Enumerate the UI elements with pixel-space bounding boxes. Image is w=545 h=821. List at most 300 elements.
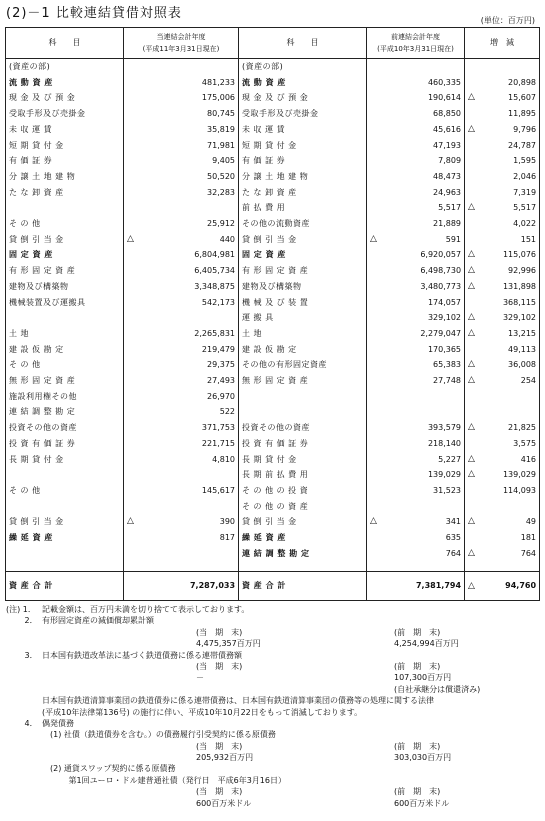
- change-negative-mark: [465, 530, 477, 546]
- prior-negative-mark: [367, 546, 379, 562]
- change-value: 329,102: [477, 310, 540, 326]
- change-value: 24,787: [477, 138, 540, 154]
- prior-item-label: 無 形 固 定 資 産: [239, 373, 367, 389]
- change-negative-mark: △: [465, 326, 477, 342]
- spacer-cell: [367, 562, 379, 572]
- prior-item-label: 貸 倒 引 当 金: [239, 232, 367, 248]
- prior-value: 5,227: [379, 452, 465, 468]
- current-item-label: そ の 他: [6, 216, 124, 232]
- note-line: [6, 729, 542, 740]
- current-value: 390: [136, 514, 239, 530]
- spacer-cell: [465, 562, 477, 572]
- current-value: 481,233: [136, 75, 239, 91]
- prior-item-label: 機 械 及 び 装 置: [239, 295, 367, 311]
- prior-item-label: 分 譲 土 地 建 物: [239, 169, 367, 185]
- prior-item-label: 長 期 前 払 費 用: [239, 467, 367, 483]
- current-item-label: 現 金 及 び 預 金: [6, 90, 124, 106]
- table-header: [6, 28, 540, 59]
- prior-value: 5,517: [379, 200, 465, 216]
- prior-item-label: [239, 404, 367, 420]
- change-negative-mark: △: [465, 373, 477, 389]
- prior-value: 6,920,057: [379, 247, 465, 263]
- prior-value: 24,963: [379, 185, 465, 201]
- prior-value: 3,480,773: [379, 279, 465, 295]
- current-negative-mark: [124, 75, 136, 91]
- current-item-label: そ の 他: [6, 483, 124, 499]
- table-row: [6, 357, 540, 373]
- current-value: 6,804,981: [136, 247, 239, 263]
- prior-negative-mark: [367, 138, 379, 154]
- current-item-label: 固 定 資 産: [6, 247, 124, 263]
- current-item-label: 投 資 有 価 証 券: [6, 436, 124, 452]
- prior-negative-mark: [367, 295, 379, 311]
- change-negative-mark: △: [465, 263, 477, 279]
- change-negative-mark: △: [465, 247, 477, 263]
- prior-value: 48,473: [379, 169, 465, 185]
- note-current-value: (当 期 末): [196, 661, 243, 671]
- prior-negative-mark: [367, 90, 379, 106]
- current-negative-mark: [124, 326, 136, 342]
- total-change-mark: △: [465, 571, 477, 600]
- change-value: 49: [477, 514, 540, 530]
- spacer-cell: [124, 562, 136, 572]
- current-negative-mark: [124, 436, 136, 452]
- note-prior-value: 600百万米ドル: [394, 798, 450, 808]
- change-negative-mark: △: [465, 514, 477, 530]
- table-row: [6, 389, 540, 405]
- footnotes: [6, 604, 542, 809]
- prior-negative-mark: [367, 373, 379, 389]
- prior-item-label: 受取手形及び売掛金: [239, 106, 367, 122]
- note-text: (平成10年法律第136号) の施行に伴い、平成10年10月22日をもって消滅しております。: [42, 707, 363, 717]
- prior-item-label: 土 地: [239, 326, 367, 342]
- change-value: 368,115: [477, 295, 540, 311]
- change-negative-mark: [465, 483, 477, 499]
- change-negative-mark: △: [465, 357, 477, 373]
- header-change: 増 減: [465, 28, 540, 59]
- prior-value: 68,850: [379, 106, 465, 122]
- current-negative-mark: [124, 499, 136, 515]
- spacer-cell: [379, 562, 465, 572]
- table-row: [6, 546, 540, 562]
- note-prior-value: (前 期 末): [394, 741, 441, 751]
- prior-negative-mark: [367, 389, 379, 405]
- change-negative-mark: △: [465, 452, 477, 468]
- current-item-label: 繰 延 資 産: [6, 530, 124, 546]
- current-value: 80,745: [136, 106, 239, 122]
- current-item-label: 貸 倒 引 当 金: [6, 514, 124, 530]
- prior-value: 460,335: [379, 75, 465, 91]
- table-body: [6, 59, 540, 601]
- current-item-label: [6, 467, 124, 483]
- total-row: [6, 571, 540, 600]
- current-negative-mark: [124, 247, 136, 263]
- prior-negative-mark: [367, 436, 379, 452]
- current-item-label: た な 卸 資 産: [6, 185, 124, 201]
- current-negative-mark: △: [124, 232, 136, 248]
- current-item-label: 機械装置及び運搬具: [6, 295, 124, 311]
- table-row: [6, 75, 540, 91]
- current-value: 71,981: [136, 138, 239, 154]
- current-value: 175,006: [136, 90, 239, 106]
- current-item-label: 有 形 固 定 資 産: [6, 263, 124, 279]
- note-current-value: 600百万米ドル: [196, 798, 252, 808]
- prior-item-label: [239, 389, 367, 405]
- prior-value: 27,748: [379, 373, 465, 389]
- prior-negative-mark: [367, 75, 379, 91]
- current-value: 2,265,831: [136, 326, 239, 342]
- current-item-label: 投資その他の資産: [6, 420, 124, 436]
- prior-item-label: 投 資 有 価 証 券: [239, 436, 367, 452]
- change-negative-mark: [465, 153, 477, 169]
- prior-negative-mark: [367, 342, 379, 358]
- current-item-label: 土 地: [6, 326, 124, 342]
- table-row: [6, 295, 540, 311]
- prior-value: 218,140: [379, 436, 465, 452]
- prior-item-label: 短 期 貸 付 金: [239, 138, 367, 154]
- change-value: 5,517: [477, 200, 540, 216]
- current-value: [136, 499, 239, 515]
- current-negative-mark: [124, 342, 136, 358]
- prior-value: [379, 59, 465, 75]
- prior-item-label: た な 卸 資 産: [239, 185, 367, 201]
- current-value: [136, 467, 239, 483]
- prior-value: 139,029: [379, 467, 465, 483]
- table-row: [6, 185, 540, 201]
- prior-item-label: 未 収 運 賃: [239, 122, 367, 138]
- spacer-row: [6, 562, 540, 572]
- change-value: 9,796: [477, 122, 540, 138]
- current-value: 26,970: [136, 389, 239, 405]
- change-value: 11,895: [477, 106, 540, 122]
- note-number: (注) 1．: [6, 605, 36, 614]
- change-negative-mark: △: [465, 420, 477, 436]
- prior-item-label: 建物及び構築物: [239, 279, 367, 295]
- prior-value: 393,579: [379, 420, 465, 436]
- prior-item-label: そ の 他 の 資 産: [239, 499, 367, 515]
- table-row: [6, 467, 540, 483]
- note-prior-value: (前 期 末): [394, 627, 441, 637]
- current-value: 29,375: [136, 357, 239, 373]
- change-negative-mark: [465, 295, 477, 311]
- current-value: 3,348,875: [136, 279, 239, 295]
- note-current-value: (当 期 末): [196, 627, 243, 637]
- prior-negative-mark: [367, 452, 379, 468]
- prior-item-label: 有 価 証 券: [239, 153, 367, 169]
- table-row: [6, 483, 540, 499]
- current-negative-mark: [124, 389, 136, 405]
- prior-item-label: 運 搬 具: [239, 310, 367, 326]
- change-value: 764: [477, 546, 540, 562]
- prior-item-label: 投資その他の資産: [239, 420, 367, 436]
- change-negative-mark: △: [465, 90, 477, 106]
- table-row: [6, 169, 540, 185]
- current-negative-mark: [124, 530, 136, 546]
- change-value: 36,008: [477, 357, 540, 373]
- current-value: 440: [136, 232, 239, 248]
- table-row: [6, 216, 540, 232]
- note-line: [6, 615, 542, 626]
- table-row: [6, 200, 540, 216]
- current-value: 371,753: [136, 420, 239, 436]
- change-negative-mark: [465, 59, 477, 75]
- note-prior-value: (自社承継分は償還済み): [394, 684, 481, 694]
- change-value: 49,113: [477, 342, 540, 358]
- prior-value: [379, 404, 465, 420]
- note-line: [6, 638, 542, 649]
- current-item-label: 未 収 運 賃: [6, 122, 124, 138]
- current-item-label: 分 譲 土 地 建 物: [6, 169, 124, 185]
- prior-value: 47,193: [379, 138, 465, 154]
- note-line: [6, 763, 542, 774]
- current-value: 27,493: [136, 373, 239, 389]
- prior-value: 341: [379, 514, 465, 530]
- current-negative-mark: [124, 169, 136, 185]
- prior-negative-mark: [367, 247, 379, 263]
- prior-item-label: その他の流動資産: [239, 216, 367, 232]
- change-value: 3,575: [477, 436, 540, 452]
- change-value: 4,022: [477, 216, 540, 232]
- note-line: [6, 718, 542, 729]
- current-item-label: 有 価 証 券: [6, 153, 124, 169]
- change-value: [477, 499, 540, 515]
- change-value: 115,076: [477, 247, 540, 263]
- note-current-value: 205,932百万円: [196, 753, 254, 763]
- note-text: 偶発債務: [42, 718, 74, 728]
- prior-negative-mark: [367, 216, 379, 232]
- total-prior-mark: [367, 571, 379, 600]
- header-prior-date: (平成10年3月31日現在): [377, 45, 454, 53]
- prior-negative-mark: [367, 200, 379, 216]
- change-negative-mark: [465, 169, 477, 185]
- note-line: [6, 604, 542, 615]
- note-number: 2．: [6, 616, 38, 626]
- prior-value: 31,523: [379, 483, 465, 499]
- change-negative-mark: [465, 106, 477, 122]
- note-line: [6, 741, 542, 752]
- current-item-label: 受取手形及び売掛金: [6, 106, 124, 122]
- note-line: [6, 798, 542, 809]
- page-title: (2)－1 比較連結貸借対照表: [6, 6, 182, 21]
- current-negative-mark: [124, 546, 136, 562]
- note-line: [6, 707, 542, 718]
- change-negative-mark: [465, 185, 477, 201]
- current-item-label: (資産の部): [6, 59, 124, 75]
- prior-item-label: 長 期 貸 付 金: [239, 452, 367, 468]
- current-negative-mark: [124, 420, 136, 436]
- change-value: 7,319: [477, 185, 540, 201]
- note-text: (2) 通貨スワップ契約に係る原債務: [42, 764, 176, 774]
- note-line: [6, 627, 542, 638]
- note-prior-value: 4,254,994百万円: [394, 639, 459, 649]
- change-negative-mark: [465, 436, 477, 452]
- current-item-label: 短 期 貸 付 金: [6, 138, 124, 154]
- note-prior-value: 303,030百万円: [394, 753, 452, 763]
- prior-value: 190,614: [379, 90, 465, 106]
- spacer-cell: [239, 562, 367, 572]
- current-negative-mark: [124, 467, 136, 483]
- change-value: 114,093: [477, 483, 540, 499]
- balance-sheet-table: [5, 27, 540, 601]
- prior-negative-mark: [367, 169, 379, 185]
- current-value: 219,479: [136, 342, 239, 358]
- current-negative-mark: [124, 357, 136, 373]
- total-current-mark: [124, 571, 136, 600]
- prior-item-label: 連 結 調 整 勘 定: [239, 546, 367, 562]
- header-current-period: [124, 28, 239, 59]
- prior-negative-mark: [367, 326, 379, 342]
- change-value: 92,996: [477, 263, 540, 279]
- note-line: [6, 695, 542, 706]
- note-text: 日本国有鉄道改革法に基づく鉄道債務に係る連帯債務額: [42, 650, 242, 660]
- current-value: 6,405,734: [136, 263, 239, 279]
- table-row: [6, 263, 540, 279]
- current-value: 35,819: [136, 122, 239, 138]
- change-value: 21,825: [477, 420, 540, 436]
- change-value: 1,595: [477, 153, 540, 169]
- note-text: 第1回ユーロ・ドル建普通社債（発行日 平成6年3月16日）: [42, 775, 286, 785]
- prior-negative-mark: [367, 467, 379, 483]
- current-item-label: [6, 546, 124, 562]
- change-negative-mark: △: [465, 310, 477, 326]
- total-current-value: 7,287,033: [136, 571, 239, 600]
- current-negative-mark: [124, 483, 136, 499]
- change-value: 151: [477, 232, 540, 248]
- total-prior-value: 7,381,794: [379, 571, 465, 600]
- change-negative-mark: [465, 216, 477, 232]
- change-value: [477, 404, 540, 420]
- table-row: [6, 530, 540, 546]
- note-line: [6, 752, 542, 763]
- table-row: [6, 342, 540, 358]
- current-value: 9,405: [136, 153, 239, 169]
- table-row: [6, 138, 540, 154]
- current-negative-mark: [124, 310, 136, 326]
- current-item-label: 流 動 資 産: [6, 75, 124, 91]
- current-negative-mark: [124, 263, 136, 279]
- table-row: [6, 59, 540, 75]
- table-row: [6, 90, 540, 106]
- prior-negative-mark: [367, 59, 379, 75]
- current-item-label: 連 結 調 整 勘 定: [6, 404, 124, 420]
- header-current-label: 当連結会計年度: [156, 33, 206, 41]
- prior-item-label: (資産の部): [239, 59, 367, 75]
- header-item-current: 科 目: [6, 28, 124, 59]
- current-negative-mark: [124, 122, 136, 138]
- current-value: 817: [136, 530, 239, 546]
- prior-negative-mark: [367, 122, 379, 138]
- prior-item-label: 固 定 資 産: [239, 247, 367, 263]
- prior-item-label: 現 金 及 び 預 金: [239, 90, 367, 106]
- note-line: [6, 650, 542, 661]
- prior-negative-mark: △: [367, 232, 379, 248]
- prior-item-label: 有 形 固 定 資 産: [239, 263, 367, 279]
- prior-negative-mark: [367, 263, 379, 279]
- table-row: [6, 122, 540, 138]
- prior-value: 45,616: [379, 122, 465, 138]
- table-row: [6, 153, 540, 169]
- current-value: [136, 310, 239, 326]
- table-row: [6, 310, 540, 326]
- change-negative-mark: [465, 232, 477, 248]
- current-negative-mark: [124, 373, 136, 389]
- change-negative-mark: △: [465, 546, 477, 562]
- change-negative-mark: △: [465, 200, 477, 216]
- total-current-label: 資 産 合 計: [6, 571, 124, 600]
- current-negative-mark: [124, 200, 136, 216]
- prior-value: [379, 499, 465, 515]
- total-prior-label: 資 産 合 計: [239, 571, 367, 600]
- current-item-label: [6, 310, 124, 326]
- current-negative-mark: [124, 279, 136, 295]
- current-value: 522: [136, 404, 239, 420]
- current-item-label: 建 設 仮 勘 定: [6, 342, 124, 358]
- prior-negative-mark: [367, 483, 379, 499]
- change-negative-mark: △: [465, 467, 477, 483]
- current-negative-mark: [124, 90, 136, 106]
- prior-negative-mark: [367, 106, 379, 122]
- prior-negative-mark: △: [367, 514, 379, 530]
- prior-value: 65,383: [379, 357, 465, 373]
- change-value: 139,029: [477, 467, 540, 483]
- change-value: 15,607: [477, 90, 540, 106]
- current-negative-mark: [124, 185, 136, 201]
- prior-value: 170,365: [379, 342, 465, 358]
- current-item-label: 建物及び構築物: [6, 279, 124, 295]
- change-negative-mark: [465, 389, 477, 405]
- spacer-cell: [6, 562, 124, 572]
- change-negative-mark: [465, 138, 477, 154]
- prior-negative-mark: [367, 420, 379, 436]
- current-negative-mark: [124, 295, 136, 311]
- change-value: 131,898: [477, 279, 540, 295]
- note-text: 記載金額は、百万円未満を切り捨てて表示しております。: [42, 605, 250, 614]
- current-value: 25,912: [136, 216, 239, 232]
- prior-item-label: 貸 倒 引 当 金: [239, 514, 367, 530]
- current-value: 50,520: [136, 169, 239, 185]
- change-negative-mark: [465, 404, 477, 420]
- prior-value: 21,889: [379, 216, 465, 232]
- table-row: [6, 279, 540, 295]
- prior-negative-mark: [367, 357, 379, 373]
- prior-value: 329,102: [379, 310, 465, 326]
- change-value: 416: [477, 452, 540, 468]
- change-negative-mark: △: [465, 122, 477, 138]
- prior-value: 764: [379, 546, 465, 562]
- change-value: [477, 59, 540, 75]
- prior-value: 591: [379, 232, 465, 248]
- table-row: [6, 514, 540, 530]
- total-change-value: 94,760: [477, 571, 540, 600]
- prior-negative-mark: [367, 499, 379, 515]
- note-prior-value: (前 期 末): [394, 661, 441, 671]
- current-value: 145,617: [136, 483, 239, 499]
- current-negative-mark: [124, 138, 136, 154]
- current-item-label: [6, 499, 124, 515]
- current-negative-mark: [124, 106, 136, 122]
- prior-item-label: 建 設 仮 勘 定: [239, 342, 367, 358]
- note-prior-value: (前 期 末): [394, 787, 441, 797]
- current-item-label: 施設利用権その他: [6, 389, 124, 405]
- current-value: [136, 200, 239, 216]
- change-negative-mark: [465, 499, 477, 515]
- current-negative-mark: △: [124, 514, 136, 530]
- current-value: [136, 546, 239, 562]
- change-negative-mark: [465, 342, 477, 358]
- note-text: (1) 社債（鉄道債券を含む。）の債務履行引受契約に係る原債務: [42, 730, 276, 740]
- prior-negative-mark: [367, 153, 379, 169]
- table-row: [6, 436, 540, 452]
